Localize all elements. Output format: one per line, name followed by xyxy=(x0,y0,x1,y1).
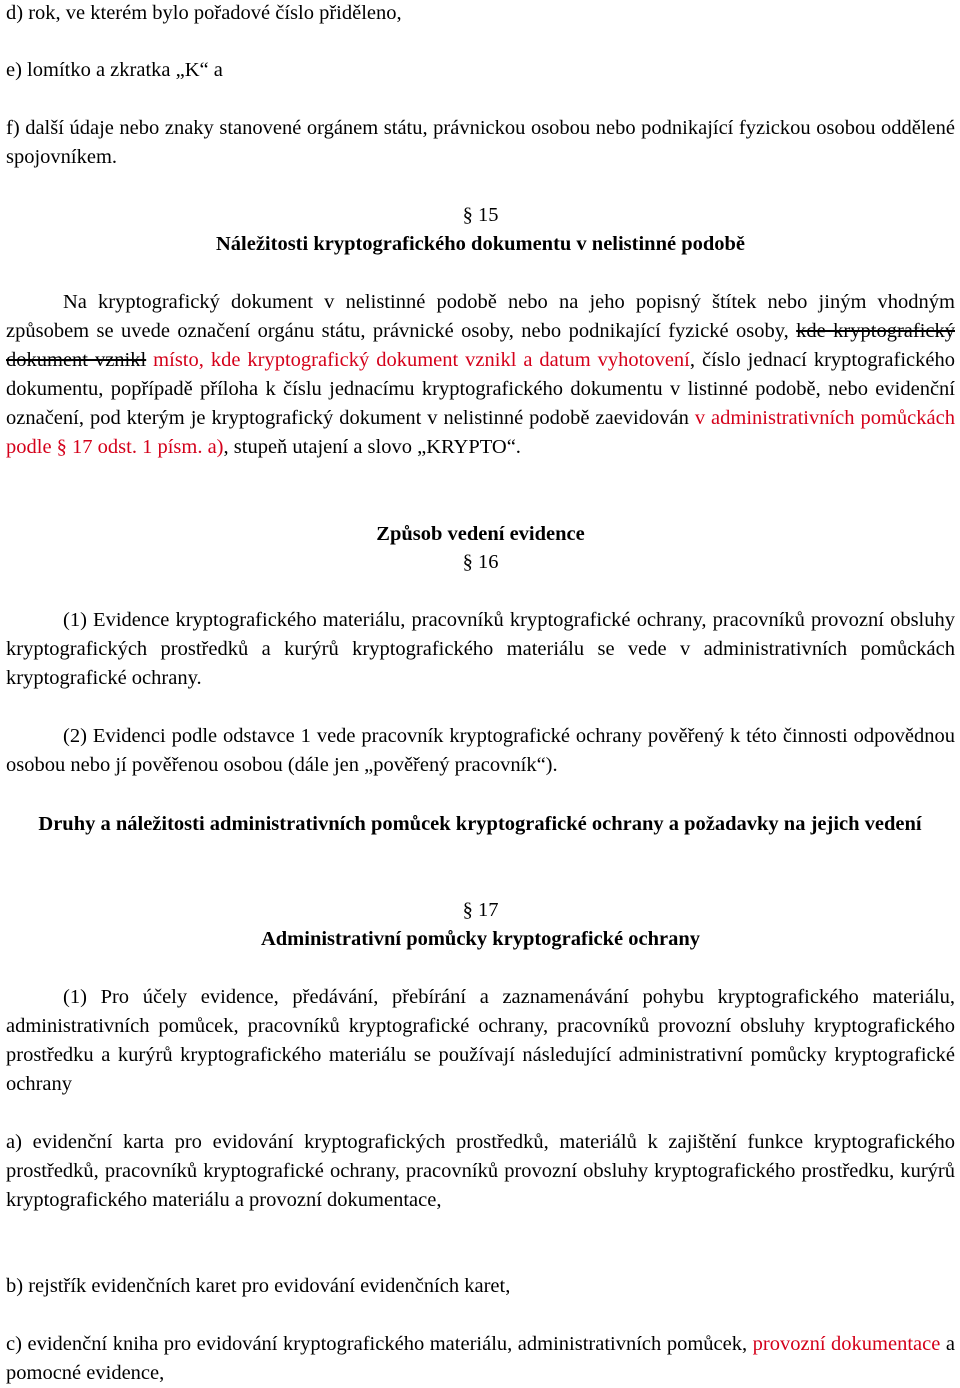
section-17-paragraph-1: (1) Pro účely evidence, předávání, přebírání a zaznamenávání pohybu kryptografického materiálu, administrativních pomůcek, pracovníků kryptografické ochrany, pracovníků provozní obsluhy kryptografického prostředku a kurýrů kryptografického materiálu se používají následující administrativní pomůcky kryptografické ochrany xyxy=(6,986,955,1095)
list-item-b: b) rejstřík evidenčních karet pro evidování evidenčních karet, xyxy=(6,1275,511,1297)
paragraph-text: , číslo jednací kryptografického dokumentu, popřípadě příloha k číslu jednacímu kryptografického dokumentu v listinné podobě, nebo evidenční označení, pod kterým je kryptografický dokument v nelistinné podobě zaevidován xyxy=(6,349,955,429)
list-item-text: c) evidenční kniha pro evidování kryptografického materiálu, administrativních pomůcek, xyxy=(6,1333,753,1355)
section-16-paragraph-1: (1) Evidence kryptografického materiálu, pracovníků kryptografické ochrany, pracovníků provozní obsluhy kryptografických prostředků a kurýrů kryptografického materiálu se vede v administrativních pomůckách kryptografické ochrany. xyxy=(6,609,955,689)
paragraph-text: Na kryptografický dokument v nelistinné podobě nebo na jeho popisný štítek nebo jiným vhodným způsobem se uvede označení orgánu státu, právnické osoby, nebo podnikající fyzické osoby, xyxy=(6,291,955,342)
struck-text: kde kryptografický dokument vznikl xyxy=(6,320,955,371)
paragraph-text: , stupeň utajení a slovo „KRYPTO“. xyxy=(223,436,521,458)
list-item-f: f) další údaje nebo znaky stanovené orgánem státu, právnickou osobou nebo podnikající fyzickou osobou oddělené spojovníkem. xyxy=(6,117,955,168)
amended-text: v administrativních pomůckách podle § 17 odst. 1 písm. a) xyxy=(6,407,955,458)
list-item-a: a) evidenční karta pro evidování kryptografických prostředků, materiálů k zajištění funkce kryptografického prostředků, pracovníků kryptografické ochrany, pracovníků provozní obsluhy kryptografického prostředku, kurýrů kryptografického materiálu a provozní dokumentace, xyxy=(6,1131,955,1211)
section-17-number: § 17 xyxy=(462,899,499,921)
section-17-title: Administrativní pomůcky kryptografické ochrany xyxy=(260,928,701,950)
list-item-d: d) rok, ve kterém bylo pořadové číslo přiděleno, xyxy=(6,2,402,24)
amended-text: místo, kde kryptografický dokument vznikl a datum vyhotovení xyxy=(146,349,690,371)
section-15-number: § 15 xyxy=(462,204,499,226)
amended-text: provozní dokumentace xyxy=(752,1333,941,1355)
list-item-c xyxy=(6,1330,955,1388)
section-16-paragraph-2: (2) Evidenci podle odstavce 1 vede pracovník kryptografické ochrany pověřený k této činnosti odpovědnou osobou nebo jí pověřenou osobou (dále jen „pověřený pracovník“). xyxy=(6,725,955,776)
section-15-paragraph xyxy=(6,288,955,462)
part-heading: Druhy a náležitosti administrativních pomůcek kryptografické ochrany a požadavky na jejich vedení xyxy=(38,813,922,835)
section-15-title: Náležitosti kryptografického dokumentu v nelistinné podobě xyxy=(215,233,746,255)
list-item-text: a pomocné evidence, xyxy=(6,1333,955,1384)
section-16-heading: Způsob vedení evidence xyxy=(376,523,585,545)
list-item-e: e) lomítko a zkratka „K“ a xyxy=(6,59,223,81)
section-16-number: § 16 xyxy=(462,551,499,573)
